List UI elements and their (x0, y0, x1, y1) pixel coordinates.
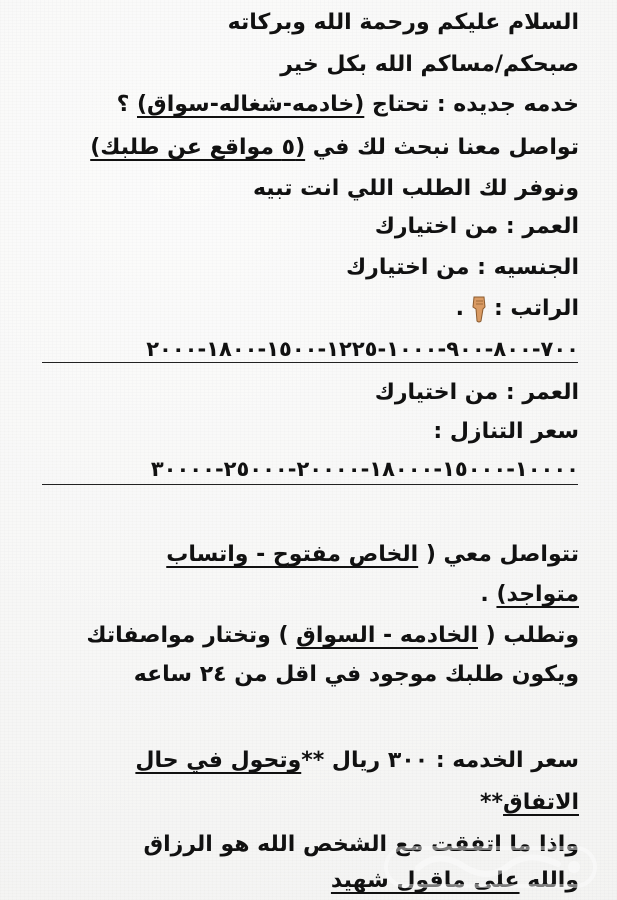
provide-request-line (253, 174, 579, 204)
age-text: العمر : من اختيارك (374, 214, 579, 239)
five-sites-underlined: (٥ مواقع عن طلبك) (90, 135, 306, 160)
nationality-line (346, 253, 579, 283)
request-line (86, 621, 579, 651)
good-morning-line (280, 50, 579, 80)
salary-values-line (146, 334, 579, 364)
maid-driver-underlined: الخادمه - السواق (296, 623, 478, 648)
transfer-when-underlined: وتحول في حال (135, 748, 302, 773)
salary-dot: . (455, 296, 464, 321)
contact-me-line (166, 540, 579, 570)
transfer-divider (42, 484, 578, 485)
transfer-price-line (433, 417, 579, 447)
request-text: وتطلب ( (477, 623, 579, 648)
witness-underlined: على ماقول شهيد (330, 868, 520, 893)
contact-search-line (90, 133, 579, 163)
within-24h-line (134, 660, 579, 690)
contact-me-text: تتواصل معي ( (418, 542, 579, 567)
salary-values-text: ٧٠٠-٨٠٠-٩٠٠-١٠٠٠-١٢٢٥-١٥٠٠-١٨٠٠-٢٠٠٠ (146, 337, 579, 361)
private-open-underlined: الخاص مفتوح - واتساب (166, 542, 419, 567)
greeting-text: السلام عليكم ورحمة الله وبركاته (227, 10, 579, 35)
choose-specs-text: ) وتختار مواصفاتك (86, 623, 297, 648)
salary-label: الراتب : (493, 296, 579, 321)
no-agreement-text: واذا ما اتفقت مع الشخص الله هو الرزاق (143, 832, 579, 857)
witness-text: والله (519, 868, 579, 893)
transfer-values-text: ١٠٠٠٠-١٥٠٠٠-١٨٠٠٠-٢٠٠٠٠-٢٥٠٠٠-٣٠٠٠٠ (150, 457, 579, 481)
available-underlined: متواجد) (496, 582, 579, 607)
service-types-underlined: (خادمه-شغاله-سواق) (137, 92, 365, 117)
nationality-text: الجنسيه : من اختيارك (346, 255, 579, 280)
agreement-line (480, 788, 579, 818)
within-24h-text: ويكون طلبك موجود في اقل من ٢٤ ساعه (133, 662, 579, 687)
age-line (375, 212, 579, 242)
age-text-2: العمر : من اختيارك (374, 380, 579, 405)
transfer-values-line (151, 454, 579, 484)
question-mark: ؟ (116, 92, 137, 117)
greeting-line (228, 8, 579, 38)
hand-pointing-down-icon (468, 295, 490, 323)
agreement-stars: ** (480, 790, 504, 815)
salary-line (456, 294, 579, 324)
available-dot: . (480, 582, 497, 607)
contact-search-text: تواصل معنا نبحث لك في (305, 135, 579, 160)
service-price-line (135, 746, 579, 776)
agreement-underlined: الاتفاق (503, 790, 579, 815)
new-service-text: خدمه جديده : تحتاج (364, 92, 579, 117)
age-line-2 (375, 378, 579, 408)
available-line (480, 580, 579, 610)
haraj-watermark-logo (378, 838, 603, 896)
provide-request-text: ونوفر لك الطلب اللي انت تبيه (252, 176, 579, 201)
good-morning-text: صبحكم/مساكم الله بكل خير (280, 52, 579, 77)
transfer-price-label: سعر التنازل : (433, 419, 579, 444)
service-price-text: سعر الخدمه : ٣٠٠ ريال ** (301, 748, 579, 773)
new-service-line (117, 90, 579, 120)
salary-divider (42, 362, 578, 363)
